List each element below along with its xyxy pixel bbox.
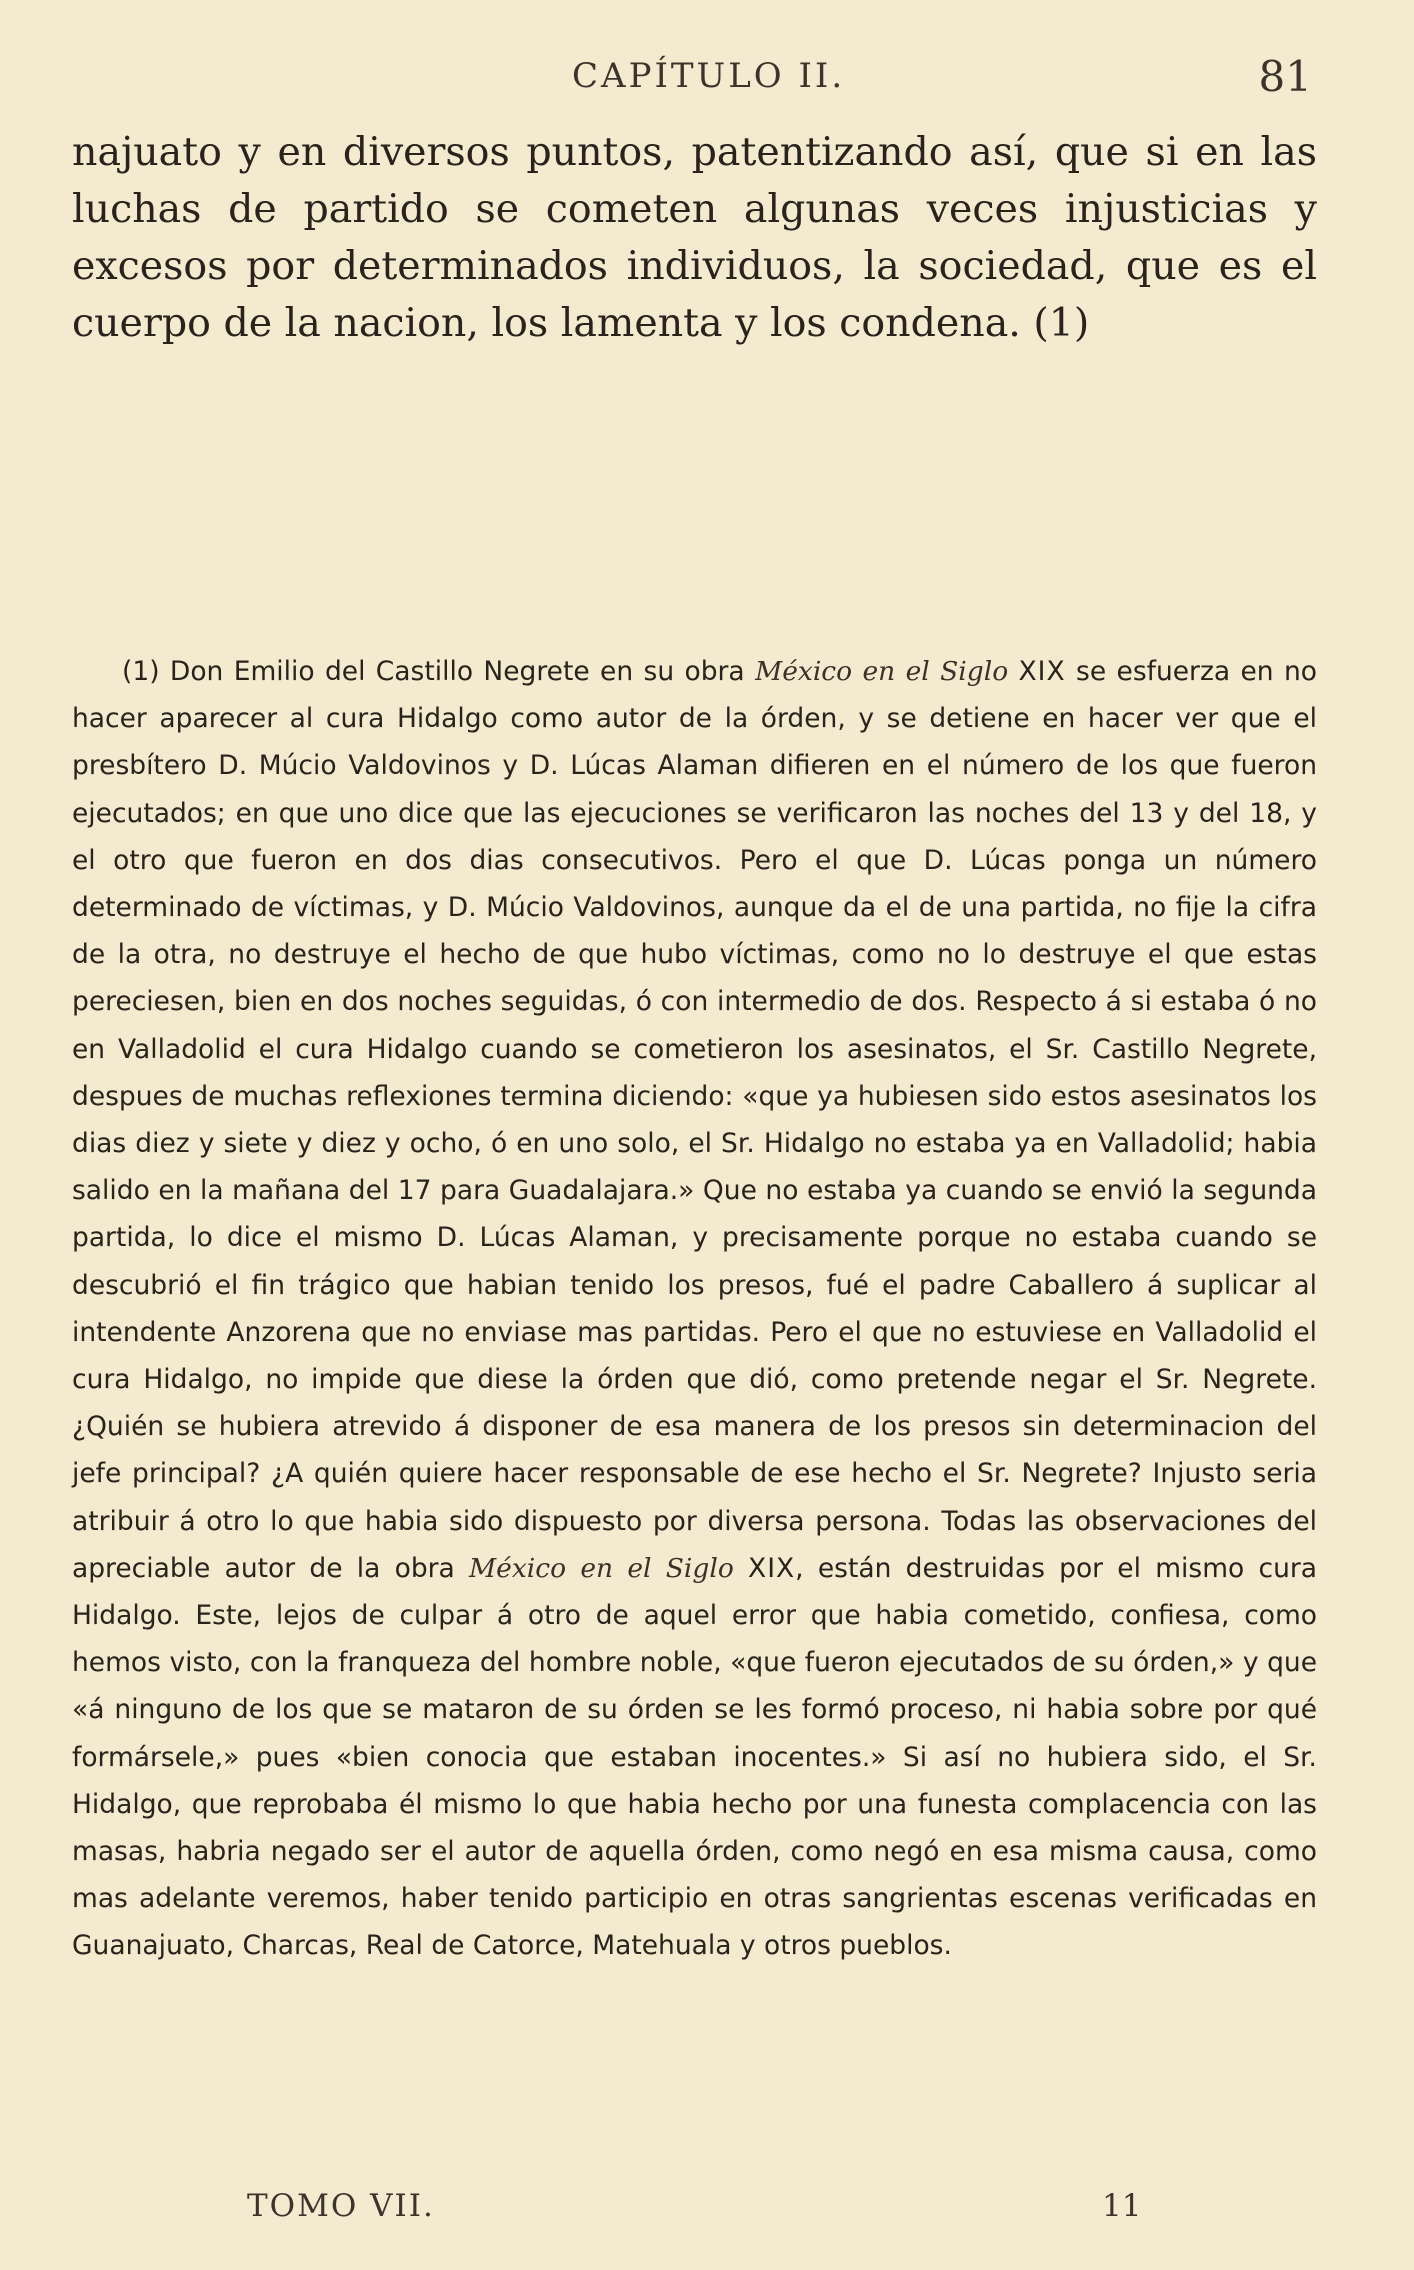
footnote-text-3: , están destruidas por el mismo cura Hidalgo. Este, lejos de culpar á otro de aquel error que habia cometido, confiesa, como hemos visto, con la franqueza del hombre noble, «que fueron ejecutados de su órden,» y que «á ninguno de los que se mataron de su órden se les formó proceso, ni habia sobre por qué formársele,» pues «bien conocia que estaban inocentes.» Si así no hubiera sido, el Sr. Hidalgo, que reprobaba él mismo lo que habia hecho por una funesta complacencia con las masas, habria negado ser el autor de aquella órden, como negó en esa misma causa, como mas adelante veremos, haber tenido participio en otras sangrientas escenas verificadas en Guanajuato, Charcas, Real de Catorce, Matehuala y otros pueblos. [72, 1552, 1317, 1962]
chapter-heading: CAPÍTULO II. [572, 56, 846, 96]
century-1: XIX [1018, 656, 1066, 687]
footnote-marker: (1) [122, 656, 160, 687]
page-number: 81 [1258, 52, 1312, 101]
signature-mark: 11 [1102, 2188, 1142, 2224]
page-footer [72, 2188, 1312, 2238]
main-paragraph: najuato y en diversos puntos, patentizando así, que si en las luchas de partido se cometen algunas veces injusticias y excesos por determinados individuos, la sociedad, que es el cuerpo de la nacion, los lamenta y los condena. (1) [72, 129, 1317, 346]
volume-label: TOMO VII. [247, 2188, 435, 2224]
footnote-text-2: se esfuerza en no hacer aparecer al cura Hidalgo como autor de la órden, y se detiene en hacer ver que el presbítero D. Múcio Valdovinos y D. Lúcas Alaman difieren en el número de los que fueron ejecutados; en que uno dice que las ejecuciones se verificaron las noches del 13 y del 18, y el otro que fueron en dos dias consecutivos. Pero el que D. Lúcas ponga un número determinado de víctimas, y D. Múcio Valdovinos, aunque da el de una partida, no fije la cifra de la otra, no destruye el hecho de que hubo víctimas, como no lo destruye el que estas pereciesen, bien en dos noches seguidas, ó con intermedio de dos. Respecto á si estaba ó no en Valladolid el cura Hidalgo cuando se cometieron los asesinatos, el Sr. Castillo Negrete, despues de muchas reflexiones termina diciendo: «que ya hubiesen sido estos asesinatos los dias diez y siete y diez y ocho, ó en uno solo, el Sr. Hidalgo no estaba ya en Valladolid; habia salido en la mañana del 17 para Guadalajara.» Que no estaba ya cuando se envió la segunda partida, lo dice el mismo D. Lúcas Alaman, y precisamente porque no estaba cuando se descubrió el fin trágico que habian tenido los presos, fué el padre Caballero á suplicar al intendente Anzorena que no enviase mas partidas. Pero el que no estuviese en Valladolid el cura Hidalgo, no impide que diese la órden que dió, como pretende negar el Sr. Negrete. ¿Quién se hubiera atrevido á disponer de esa manera de los presos sin determinacion del jefe principal? ¿A quién quiere hacer responsable de ese hecho el Sr. Negrete? Injusto seria atribuir á otro lo que habia sido dispuesto por diversa persona. Todas las observaciones del apreciable autor de la obra [72, 656, 1317, 1584]
work-title-1: México en el Siglo [755, 656, 1009, 687]
footnote-text-1: Don Emilio del Castillo Negrete en su obra [169, 656, 745, 687]
work-title-2: México en el Siglo [469, 1552, 734, 1584]
footnote [72, 648, 1317, 1970]
running-head [72, 52, 1312, 102]
century-2: XIX [748, 1552, 796, 1584]
